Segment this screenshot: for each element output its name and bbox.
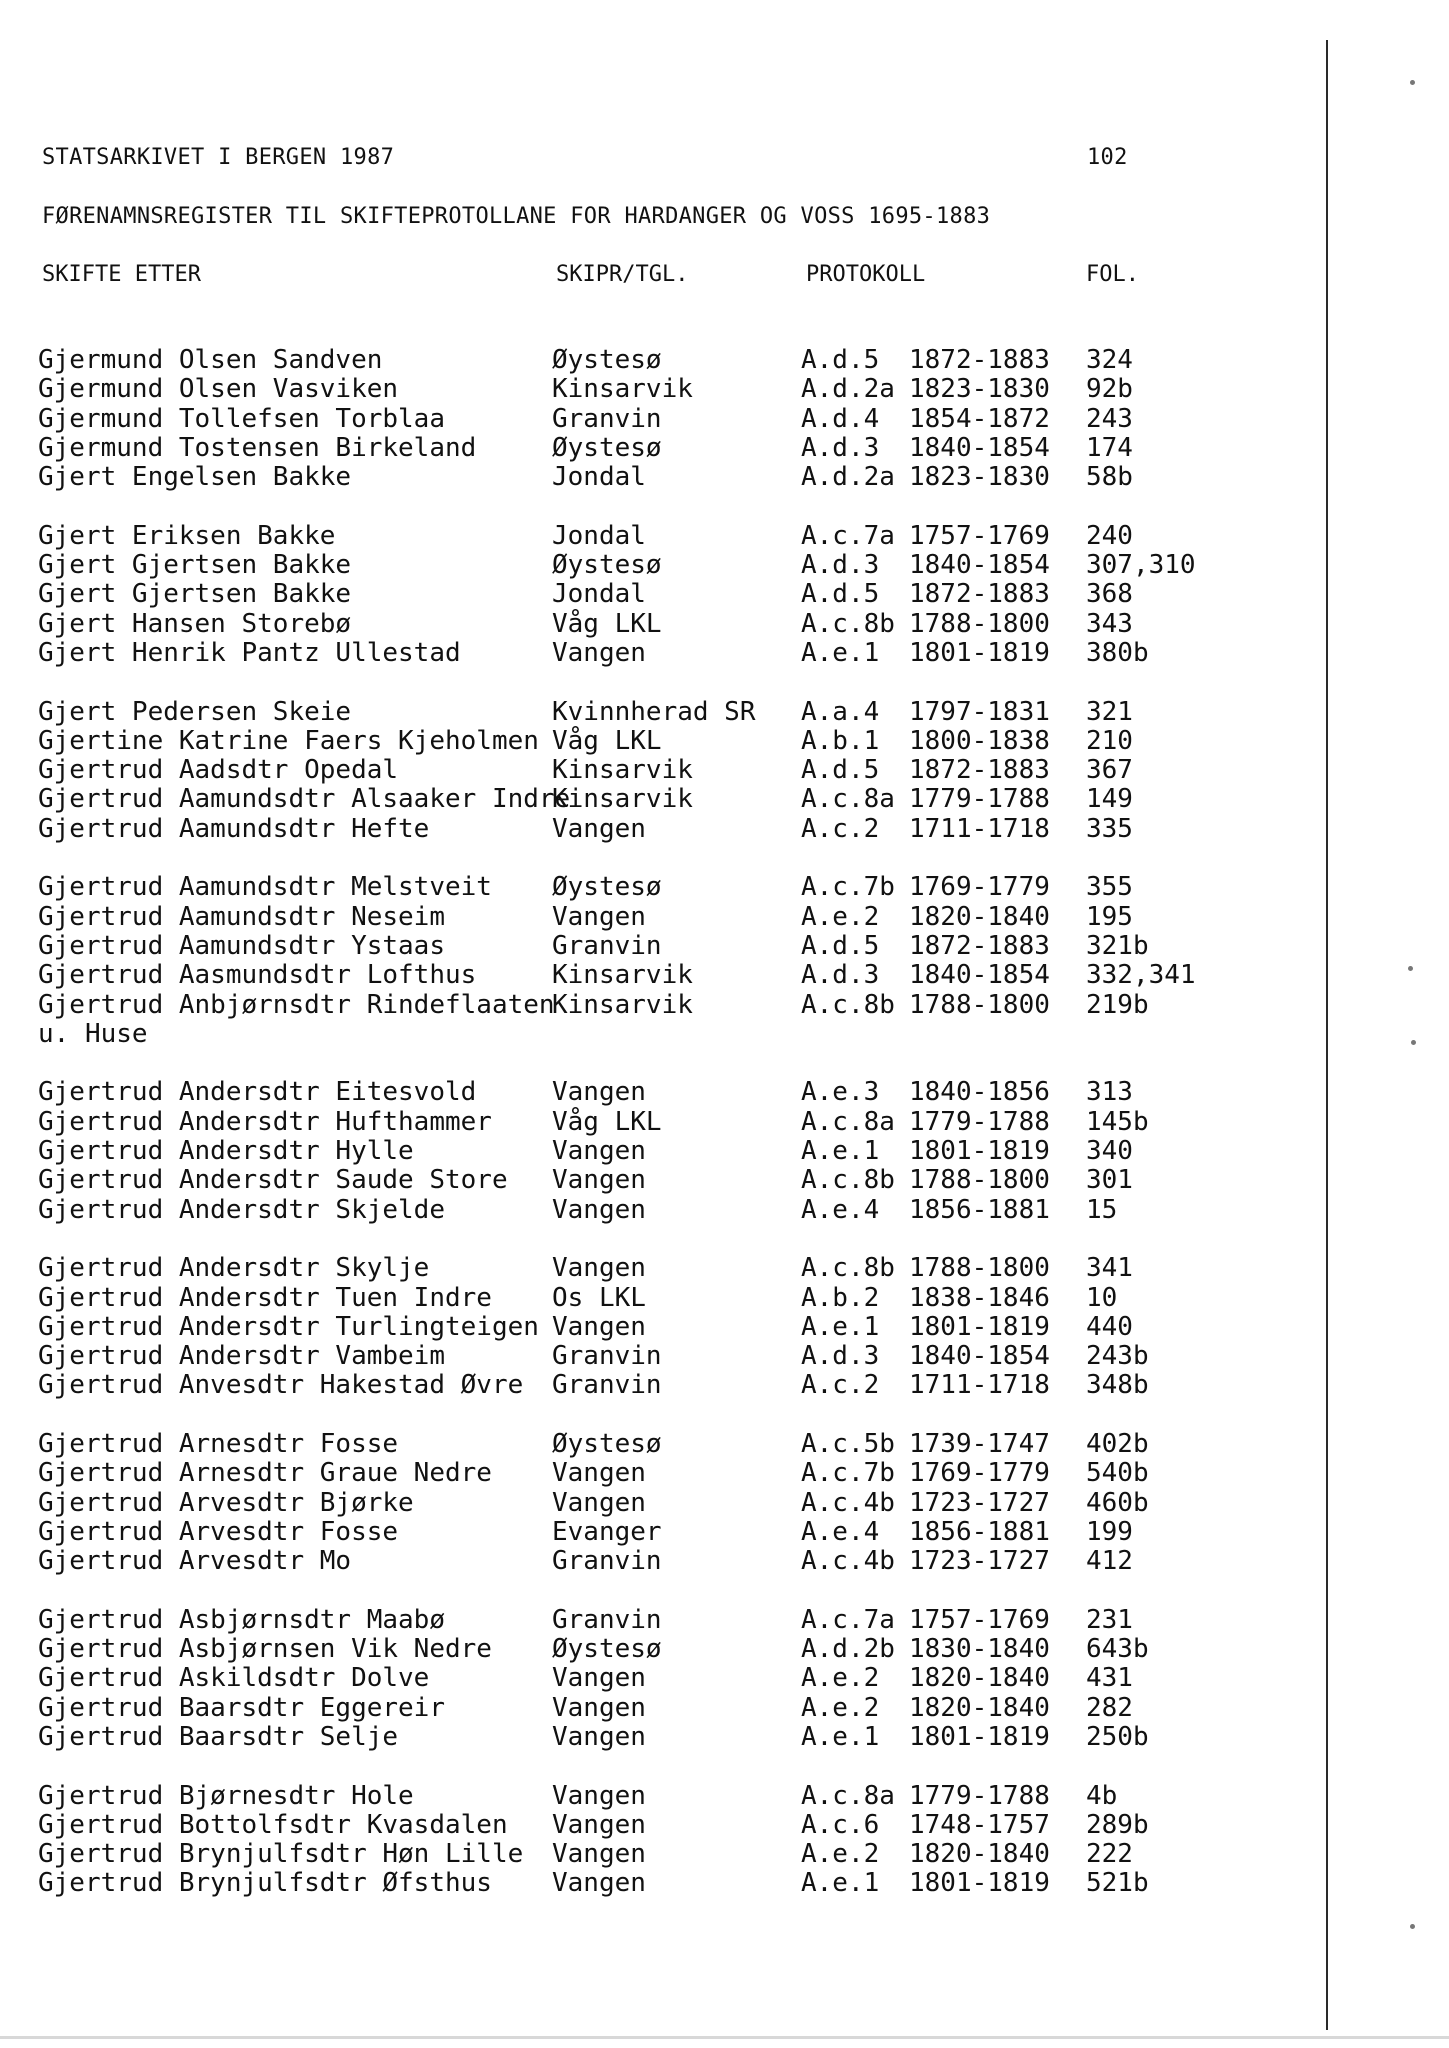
table-row [38, 522, 1138, 551]
entry-skipr: Øystesø [552, 1634, 662, 1665]
table-row [38, 637, 1149, 668]
column-header-protokoll: PROTOKOLL [806, 262, 926, 287]
entry-skipr: Granvin [552, 1546, 662, 1577]
entry-group [38, 698, 1138, 844]
entry-folio: 321 [1086, 696, 1133, 727]
entry-protokoll: A.d.3 [801, 550, 880, 581]
entry-protokoll: A.e.2 [801, 1839, 880, 1870]
entry-folio: 174 [1086, 432, 1133, 463]
entry-years: 1840-1854 [909, 550, 1050, 581]
entry-name: Gjertrud Aamundsdtr Neseim [38, 901, 445, 932]
table-row [38, 1868, 1149, 1899]
entry-protokoll: A.d.2b [801, 1634, 895, 1665]
entry-name: Gjermund Olsen Sandven [38, 345, 383, 375]
table-row [38, 405, 1138, 434]
entry-folio: 149 [1086, 784, 1133, 815]
table-row [38, 1547, 1138, 1576]
entry-folio: 145b [1086, 1106, 1149, 1137]
entry-years: 1769-1779 [909, 872, 1050, 903]
entry-folio: 250b [1086, 1721, 1149, 1752]
entry-years: 1723-1727 [909, 1546, 1050, 1577]
entry-protokoll: A.c.7b [801, 1458, 895, 1489]
entry-years: 1872-1883 [909, 345, 1050, 375]
entry-skipr: Øystesø [552, 872, 662, 903]
entry-name: Gjertrud Andersdtr Vambeim [38, 1341, 445, 1372]
entry-years: 1820-1840 [909, 1839, 1050, 1870]
entry-name: Gjertrud Andersdtr Hylle [38, 1136, 414, 1167]
entry-name: Gjertrud Arvesdtr Bjørke [38, 1487, 414, 1518]
entry-folio: 321b [1086, 930, 1149, 961]
register-entries [38, 345, 1196, 1928]
entry-protokoll: A.c.8a [801, 784, 895, 815]
table-row [38, 960, 1196, 991]
table-row [38, 1020, 1138, 1049]
entry-protokoll: A.e.2 [801, 901, 880, 932]
entry-skipr: Våg LKL [552, 725, 662, 756]
table-row [38, 756, 1138, 785]
entry-folio: 4b [1086, 1780, 1118, 1811]
entry-name: Gjertrud Andersdtr Eitesvold [38, 1077, 477, 1108]
entry-folio: 240 [1086, 520, 1133, 551]
entry-protokoll: A.c.8a [801, 1780, 895, 1811]
table-row [38, 1840, 1138, 1869]
entry-folio: 307,310 [1086, 550, 1196, 581]
entry-group [38, 872, 1196, 1049]
entry-protokoll: A.e.4 [801, 1516, 880, 1547]
entry-years: 1723-1727 [909, 1487, 1050, 1518]
entry-years: 1801-1819 [909, 1868, 1050, 1899]
table-row [38, 815, 1138, 844]
entry-folio: 402b [1086, 1428, 1149, 1459]
table-row [38, 1313, 1138, 1342]
entry-protokoll: A.c.8b [801, 1253, 895, 1284]
entry-years: 1788-1800 [909, 608, 1050, 639]
entry-protokoll: A.e.2 [801, 1663, 880, 1694]
entry-name: Gjertrud Arvesdtr Fosse [38, 1516, 399, 1547]
entry-group [38, 520, 1196, 668]
entry-group [38, 1428, 1149, 1577]
entry-skipr: Vangen [552, 1868, 646, 1899]
entry-skipr: Kinsarvik [552, 755, 693, 786]
entry-skipr: Vangen [552, 1311, 646, 1342]
column-header-skipr: SKIPR/TGL. [556, 262, 689, 287]
entry-years: 1788-1800 [909, 1165, 1050, 1196]
entry-name: Gjertrud Anbjørnsdtr Rindeflaaten [38, 989, 555, 1020]
entry-folio: 343 [1086, 608, 1133, 639]
entry-years: 1769-1779 [909, 1458, 1050, 1489]
entry-name: Gjert Engelsen Bakke [38, 462, 352, 493]
entry-years: 1788-1800 [909, 1253, 1050, 1284]
entry-group [38, 1780, 1149, 1899]
entry-folio: 219b [1086, 989, 1149, 1020]
entry-years: 1779-1788 [909, 1106, 1050, 1137]
entry-group [38, 1253, 1149, 1401]
table-row [38, 463, 1138, 492]
table-row [38, 434, 1138, 463]
entry-skipr: Jondal [552, 462, 646, 493]
entry-years: 1856-1881 [909, 1194, 1050, 1225]
entry-name: Gjertrud Aamundsdtr Melstveit [38, 872, 492, 903]
table-row [38, 1428, 1149, 1459]
entry-folio: 332,341 [1086, 960, 1196, 991]
entry-folio: 210 [1086, 725, 1133, 756]
entry-folio: 367 [1086, 755, 1133, 786]
entry-skipr: Vangen [552, 1809, 646, 1840]
entry-protokoll: A.c.2 [801, 813, 880, 844]
entry-folio: 643b [1086, 1634, 1149, 1665]
table-row [38, 1370, 1149, 1401]
page-edge-bottom [0, 2036, 1449, 2039]
entry-skipr: Vangen [552, 1194, 646, 1225]
entry-folio: 540b [1086, 1458, 1149, 1489]
entry-name: Gjertrud Andersdtr Saude Store [38, 1165, 508, 1196]
entry-protokoll: A.d.5 [801, 930, 880, 961]
entry-folio: 243b [1086, 1341, 1149, 1372]
table-row [38, 550, 1196, 581]
table-row [38, 1458, 1149, 1489]
entry-name: Gjertine Katrine Faers Kjeholmen [38, 725, 539, 756]
entry-folio: 341 [1086, 1253, 1133, 1284]
entry-years: 1757-1769 [909, 520, 1050, 551]
entry-protokoll: A.b.1 [801, 725, 880, 756]
entry-protokoll: A.b.2 [801, 1282, 880, 1313]
entry-skipr: Vangen [552, 1839, 646, 1870]
entry-name: Gjertrud Asbjørnsdtr Maabø [38, 1604, 445, 1635]
entry-skipr: Jondal [552, 579, 646, 610]
entry-name: Gjert Henrik Pantz Ullestad [38, 637, 461, 668]
entry-years: 1820-1840 [909, 901, 1050, 932]
entry-years: 1779-1788 [909, 1780, 1050, 1811]
entry-skipr: Vangen [552, 1253, 646, 1284]
table-row [38, 1809, 1149, 1840]
entry-years: 1823-1830 [909, 374, 1050, 405]
entry-skipr: Vangen [552, 1692, 646, 1723]
entry-skipr: Vangen [552, 1458, 646, 1489]
entry-years: 1801-1819 [909, 1721, 1050, 1752]
entry-protokoll: A.c.4b [801, 1487, 895, 1518]
entry-skipr: Vangen [552, 1136, 646, 1167]
entry-name: Gjertrud Anvesdtr Hakestad Øvre [38, 1370, 524, 1401]
entry-name: Gjert Gjertsen Bakke [38, 579, 352, 610]
entry-folio: 340 [1086, 1136, 1133, 1167]
entry-skipr: Os LKL [552, 1282, 646, 1313]
entry-years: 1797-1831 [909, 696, 1050, 727]
entry-name: Gjertrud Askildsdtr Dolve [38, 1663, 430, 1694]
entry-protokoll: A.c.8a [801, 1106, 895, 1137]
entry-folio: 440 [1086, 1311, 1133, 1342]
table-row [38, 1634, 1149, 1665]
entry-protokoll: A.c.7a [801, 520, 895, 551]
entry-protokoll: A.d.5 [801, 345, 880, 375]
entry-folio: 368 [1086, 579, 1133, 610]
entry-protokoll: A.e.2 [801, 1692, 880, 1723]
entry-folio: 431 [1086, 1663, 1133, 1694]
entry-skipr: Vangen [552, 901, 646, 932]
table-row [38, 580, 1138, 609]
entry-name: Gjertrud Brynjulfsdtr Øfsthus [38, 1868, 492, 1899]
entry-folio: 195 [1086, 901, 1133, 932]
entry-protokoll: A.c.8b [801, 989, 895, 1020]
table-row [38, 1284, 1138, 1313]
entry-folio: 348b [1086, 1370, 1149, 1401]
entry-name: Gjertrud Andersdtr Tuen Indre [38, 1282, 492, 1313]
entry-skipr: Granvin [552, 1341, 662, 1372]
table-row [38, 1606, 1138, 1635]
entry-skipr: Øystesø [552, 1428, 662, 1459]
entry-years: 1748-1757 [909, 1809, 1050, 1840]
entry-skipr: Vangen [552, 1721, 646, 1752]
entry-folio: 289b [1086, 1809, 1149, 1840]
entry-name: Gjertrud Brynjulfsdtr Høn Lille [38, 1839, 524, 1870]
table-row [38, 610, 1138, 639]
entry-group [38, 1077, 1149, 1225]
table-row [38, 1106, 1149, 1137]
entry-folio: 243 [1086, 403, 1133, 434]
archive-heading: STATSARKIVET I BERGEN 1987 [42, 145, 395, 170]
entry-protokoll: A.d.5 [801, 579, 880, 610]
entry-protokoll: A.d.2a [801, 374, 895, 405]
entry-folio: 380b [1086, 637, 1149, 668]
table-row [38, 727, 1138, 756]
entry-name: Gjertrud Asbjørnsen Vik Nedre [38, 1634, 492, 1665]
entry-years: 1840-1854 [909, 1341, 1050, 1372]
entry-skipr: Granvin [552, 1604, 662, 1635]
entry-skipr: Vangen [552, 1780, 646, 1811]
entry-years: 1840-1856 [909, 1077, 1050, 1108]
entry-skipr: Våg LKL [552, 608, 662, 639]
entry-protokoll: A.d.3 [801, 432, 880, 463]
entry-protokoll: A.c.7a [801, 1604, 895, 1635]
entry-protokoll: A.d.2a [801, 462, 895, 493]
entry-years: 1801-1819 [909, 637, 1050, 668]
table-row [38, 785, 1138, 814]
entry-protokoll: A.c.2 [801, 1370, 880, 1401]
entry-years: 1801-1819 [909, 1136, 1050, 1167]
page-edge-right [1326, 40, 1328, 2030]
entry-protokoll: A.e.1 [801, 637, 880, 668]
table-row [38, 1254, 1138, 1283]
entry-name: Gjertrud Arnesdtr Graue Nedre [38, 1458, 492, 1489]
table-row [38, 1137, 1138, 1166]
entry-folio: 199 [1086, 1516, 1133, 1547]
entry-folio: 521b [1086, 1868, 1149, 1899]
table-row [38, 930, 1149, 961]
entry-protokoll: A.c.8b [801, 1165, 895, 1196]
entry-skipr: Vangen [552, 1663, 646, 1694]
entry-skipr: Granvin [552, 1370, 662, 1401]
entry-skipr: Granvin [552, 930, 662, 961]
entry-name: Gjertrud Andersdtr Skylje [38, 1253, 430, 1284]
entry-skipr: Vangen [552, 813, 646, 844]
entry-protokoll: A.d.5 [801, 755, 880, 786]
entry-skipr: Granvin [552, 403, 662, 434]
entry-skipr: Kinsarvik [552, 374, 693, 405]
entry-name: Gjermund Tostensen Birkeland [38, 432, 477, 463]
entry-group [38, 1604, 1149, 1752]
entry-protokoll: A.c.8b [801, 608, 895, 639]
entry-years: 1739-1747 [909, 1428, 1050, 1459]
entry-name: Gjertrud Aamundsdtr Alsaaker Indre [38, 784, 571, 815]
entry-years: 1820-1840 [909, 1692, 1050, 1723]
entry-folio: 15 [1086, 1194, 1118, 1225]
table-row [38, 903, 1138, 932]
table-row [38, 1196, 1138, 1225]
entry-years: 1872-1883 [909, 930, 1050, 961]
column-header-fol: FOL. [1086, 262, 1139, 287]
table-row [38, 1518, 1138, 1547]
entry-folio: 92b [1086, 374, 1133, 405]
entry-years: 1801-1819 [909, 1311, 1050, 1342]
entry-skipr: Kinsarvik [552, 784, 693, 815]
entry-years: 1840-1854 [909, 960, 1050, 991]
entry-name: Gjertrud Bottolfsdtr Kvasdalen [38, 1809, 508, 1840]
entry-protokoll: A.e.1 [801, 1311, 880, 1342]
table-row [38, 873, 1138, 902]
entry-skipr: Vangen [552, 1077, 646, 1108]
entry-years: 1711-1718 [909, 1370, 1050, 1401]
entry-folio: 412 [1086, 1546, 1133, 1577]
page-number: 102 [1087, 145, 1128, 170]
table-row [38, 346, 1138, 375]
entry-folio: 282 [1086, 1692, 1133, 1723]
entry-years: 1830-1840 [909, 1634, 1050, 1665]
entry-skipr: Øystesø [552, 345, 662, 375]
entry-name: Gjertrud Andersdtr Turlingteigen [38, 1311, 539, 1342]
entry-protokoll: A.d.3 [801, 960, 880, 991]
entry-skipr: Øystesø [552, 432, 662, 463]
entry-name: u. Huse [38, 1018, 148, 1049]
entry-group [38, 346, 1138, 492]
entry-protokoll: A.d.4 [801, 403, 880, 434]
entry-name: Gjertrud Bjørnesdtr Hole [38, 1780, 414, 1811]
entry-years: 1872-1883 [909, 579, 1050, 610]
entry-name: Gjert Pedersen Skeie [38, 696, 352, 727]
entry-skipr: Kvinnherad SR [552, 696, 756, 727]
entry-protokoll: A.c.6 [801, 1809, 880, 1840]
entry-folio: 301 [1086, 1165, 1133, 1196]
entry-years: 1840-1854 [909, 432, 1050, 463]
entry-skipr: Kinsarvik [552, 989, 693, 1020]
entry-folio: 324 [1086, 345, 1133, 375]
entry-folio: 355 [1086, 872, 1133, 903]
entry-years: 1788-1800 [909, 989, 1050, 1020]
table-row [38, 698, 1138, 727]
entry-protokoll: A.c.7b [801, 872, 895, 903]
entry-name: Gjertrud Aamundsdtr Ystaas [38, 930, 445, 961]
entry-skipr: Øystesø [552, 550, 662, 581]
entry-protokoll: A.d.3 [801, 1341, 880, 1372]
entry-years: 1779-1788 [909, 784, 1050, 815]
table-row [38, 1694, 1138, 1723]
entry-name: Gjertrud Arvesdtr Mo [38, 1546, 352, 1577]
entry-protokoll: A.a.4 [801, 696, 880, 727]
entry-skipr: Vangen [552, 1165, 646, 1196]
entry-years: 1823-1830 [909, 462, 1050, 493]
entry-name: Gjertrud Aadsdtr Opedal [38, 755, 399, 786]
entry-name: Gjertrud Arnesdtr Fosse [38, 1428, 399, 1459]
entry-skipr: Vangen [552, 637, 646, 668]
table-row [38, 1341, 1149, 1372]
table-row [38, 989, 1149, 1020]
scan-speck [1411, 1040, 1416, 1045]
entry-years: 1856-1881 [909, 1516, 1050, 1547]
entry-folio: 58b [1086, 462, 1133, 493]
entry-name: Gjertrud Baarsdtr Eggereir [38, 1692, 445, 1723]
table-row [38, 1487, 1149, 1518]
entry-name: Gjertrud Andersdtr Hufthammer [38, 1106, 492, 1137]
entry-folio: 222 [1086, 1839, 1133, 1870]
entry-folio: 335 [1086, 813, 1133, 844]
entry-years: 1800-1838 [909, 725, 1050, 756]
table-row [38, 375, 1138, 404]
entry-folio: 313 [1086, 1077, 1133, 1108]
entry-protokoll: A.e.4 [801, 1194, 880, 1225]
table-row [38, 1721, 1149, 1752]
entry-skipr: Evanger [552, 1516, 662, 1547]
entry-years: 1872-1883 [909, 755, 1050, 786]
entry-folio: 460b [1086, 1487, 1149, 1518]
column-header-name: SKIFTE ETTER [42, 262, 201, 287]
table-row [38, 1166, 1138, 1195]
entry-protokoll: A.c.4b [801, 1546, 895, 1577]
scan-speck [1408, 966, 1413, 971]
table-row [38, 1664, 1138, 1693]
entry-name: Gjert Hansen Storebø [38, 608, 352, 639]
entry-name: Gjert Gjertsen Bakke [38, 550, 352, 581]
entry-protokoll: A.c.5b [801, 1428, 895, 1459]
entry-name: Gjermund Tollefsen Torblaa [38, 403, 445, 434]
entry-protokoll: A.e.1 [801, 1136, 880, 1167]
entry-name: Gjertrud Aamundsdtr Hefte [38, 813, 430, 844]
entry-years: 1757-1769 [909, 1604, 1050, 1635]
entry-skipr: Jondal [552, 520, 646, 551]
entry-name: Gjertrud Baarsdtr Selje [38, 1721, 399, 1752]
register-title: FØRENAMNSREGISTER TIL SKIFTEPROTOLLANE FOR HARDANGER OG VOSS 1695-1883 [42, 204, 991, 229]
entry-name: Gjertrud Andersdtr Skjelde [38, 1194, 445, 1225]
entry-name: Gjermund Olsen Vasviken [38, 374, 399, 405]
scan-speck [1410, 80, 1415, 85]
table-row [38, 1078, 1138, 1107]
entry-protokoll: A.e.1 [801, 1868, 880, 1899]
entry-protokoll: A.e.1 [801, 1721, 880, 1752]
entry-folio: 10 [1086, 1282, 1118, 1313]
entry-years: 1854-1872 [909, 403, 1050, 434]
entry-name: Gjertrud Aasmundsdtr Lofthus [38, 960, 477, 991]
entry-name: Gjert Eriksen Bakke [38, 520, 336, 551]
entry-years: 1820-1840 [909, 1663, 1050, 1694]
scan-speck [1410, 1924, 1415, 1929]
entry-years: 1711-1718 [909, 813, 1050, 844]
entry-years: 1838-1846 [909, 1282, 1050, 1313]
table-row [38, 1782, 1138, 1811]
entry-protokoll: A.e.3 [801, 1077, 880, 1108]
entry-skipr: Kinsarvik [552, 960, 693, 991]
entry-skipr: Vangen [552, 1487, 646, 1518]
entry-folio: 231 [1086, 1604, 1133, 1635]
entry-skipr: Våg LKL [552, 1106, 662, 1137]
